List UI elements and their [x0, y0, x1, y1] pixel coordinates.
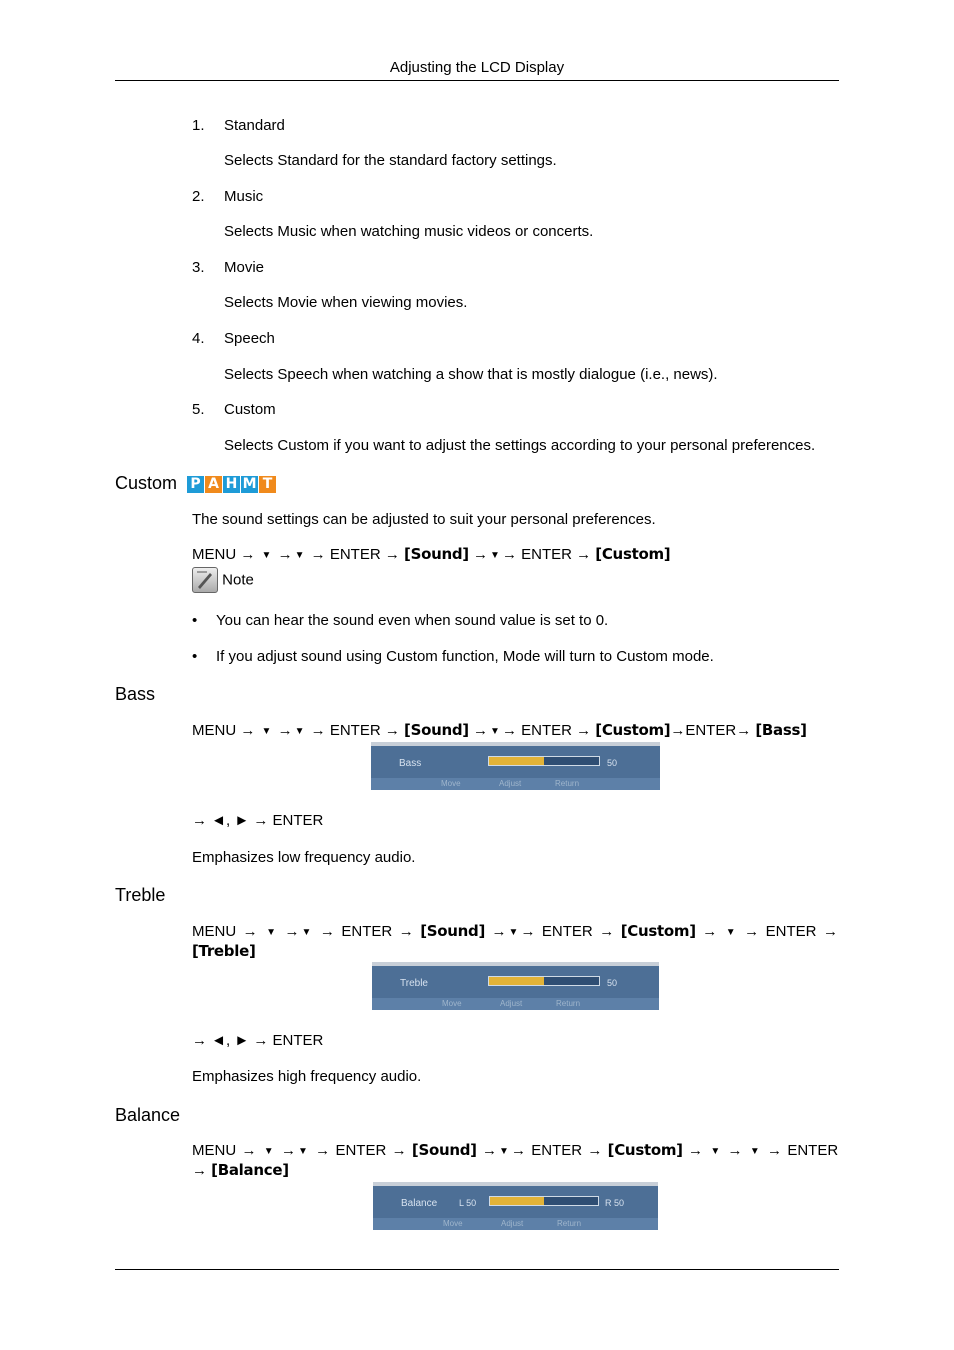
section-title-custom: Custom P A H M T [115, 473, 277, 494]
down-arrow-icon: ▼ [294, 549, 305, 561]
osd-fill [489, 977, 544, 985]
note-bullet-1: You can hear the sound even when sound value is set to 0. [216, 612, 609, 629]
mode-desc-custom: Selects Custom if you want to adjust the settings according to your personal preferences. [224, 437, 816, 454]
note-icon [192, 567, 218, 593]
bullet-marker: • [192, 612, 198, 629]
osd-value: 50 [607, 758, 618, 768]
section-title-treble: Treble [115, 885, 166, 905]
osd-fill [489, 757, 544, 765]
down-arrow-icon: ▼ [261, 725, 272, 737]
osd-balance [373, 1182, 658, 1230]
osd-left-value: L 50 [459, 1198, 477, 1208]
badge-letter: M [242, 475, 257, 492]
adjust-line-treble: → ◄, ► → ENTER [192, 1032, 324, 1049]
osd-footer: Move Adjust Return [372, 998, 659, 1010]
osd-slider [488, 976, 600, 986]
nav-path-treble: MENU → ▼ → ▼ → ENTER → [Sound] → ▼ → ENTER → [Custom] → ▼ → ENTER → [Treble] [192, 922, 838, 960]
osd-label: Balance [401, 1198, 438, 1209]
list-number: 1. [192, 117, 205, 134]
down-arrow-icon: ▼ [725, 926, 736, 938]
list-number: 3. [192, 259, 205, 276]
osd-footer: Move Adjust Return [371, 778, 660, 790]
header-rule [115, 80, 839, 81]
osd-bass [371, 742, 660, 790]
osd-value: 50 [607, 978, 618, 988]
badge-letter: P [187, 476, 204, 493]
nav-path-custom: MENU → ▼ → ▼ → ENTER → [Sound] → ▼ → ENTER → [Custom] [192, 545, 671, 563]
down-arrow-icon: ▼ [499, 1145, 509, 1157]
osd-right-value: R 50 [605, 1198, 625, 1208]
mode-desc-speech: Selects Speech when watching a show that is mostly dialogue (i.e., news). [224, 366, 718, 383]
badge-letter: T [259, 476, 276, 493]
mode-title-speech: Speech [224, 330, 275, 347]
footer-rule [115, 1269, 839, 1270]
down-arrow-icon: ▼ [749, 1145, 760, 1157]
bass-desc: Emphasizes low frequency audio. [192, 849, 416, 866]
down-arrow-icon: ▼ [261, 549, 272, 561]
page-header-title: Adjusting the LCD Display [389, 59, 565, 76]
mode-desc-standard: Selects Standard for the standard factory settings. [224, 152, 557, 169]
mode-desc-movie: Selects Movie when viewing movies. [224, 294, 468, 311]
down-arrow-icon: ▼ [297, 1145, 308, 1157]
down-arrow-icon: ▼ [710, 1145, 721, 1157]
list-number: 5. [192, 401, 205, 418]
mode-title-music: Music [224, 188, 264, 205]
down-arrow-icon: ▼ [301, 926, 312, 938]
osd-slider [488, 756, 600, 766]
mode-title-movie: Movie [224, 259, 265, 276]
down-arrow-icon: ▼ [294, 725, 305, 737]
list-number: 2. [192, 188, 205, 205]
mode-desc-music: Selects Music when watching music videos or concerts. [224, 223, 594, 240]
adjust-line-bass: → ◄, ► → ENTER [192, 812, 324, 829]
model-badge [187, 476, 277, 493]
down-arrow-icon: ▼ [508, 926, 519, 938]
note-label: Note [192, 567, 254, 593]
osd-slider [489, 1196, 599, 1206]
treble-desc: Emphasizes high frequency audio. [192, 1068, 422, 1085]
osd-treble [372, 962, 659, 1010]
mode-title-standard: Standard [224, 117, 285, 134]
section-title-balance: Balance [115, 1105, 181, 1125]
custom-intro: The sound settings can be adjusted to suit your personal preferences. [192, 511, 656, 528]
badge-letter: H [223, 476, 240, 493]
nav-path-bass: MENU → ▼ → ▼ → ENTER → [Sound] → ▼ → ENTER → [Custom]→ENTER→ [Bass] [192, 721, 807, 739]
osd-label: Treble [400, 978, 428, 989]
down-arrow-icon: ▼ [490, 549, 500, 561]
badge-letter: A [205, 476, 222, 493]
down-arrow-icon: ▼ [263, 1145, 274, 1157]
osd-label: Bass [399, 758, 422, 769]
osd-fill [490, 1197, 544, 1205]
down-arrow-icon: ▼ [266, 926, 277, 938]
nav-path-balance: MENU → ▼ → ▼ → ENTER → [Sound] → ▼ → ENTER → [Custom] → ▼ → ▼ → ENTER → [Balance] [192, 1141, 839, 1179]
down-arrow-icon: ▼ [490, 725, 500, 737]
mode-title-custom: Custom [224, 401, 276, 418]
section-title-bass: Bass [115, 684, 156, 704]
list-number: 4. [192, 330, 205, 347]
bullet-marker: • [192, 648, 198, 665]
osd-footer: Move Adjust Return [373, 1218, 658, 1230]
note-bullet-2: If you adjust sound using Custom function, Mode will turn to Custom mode. [216, 648, 714, 665]
